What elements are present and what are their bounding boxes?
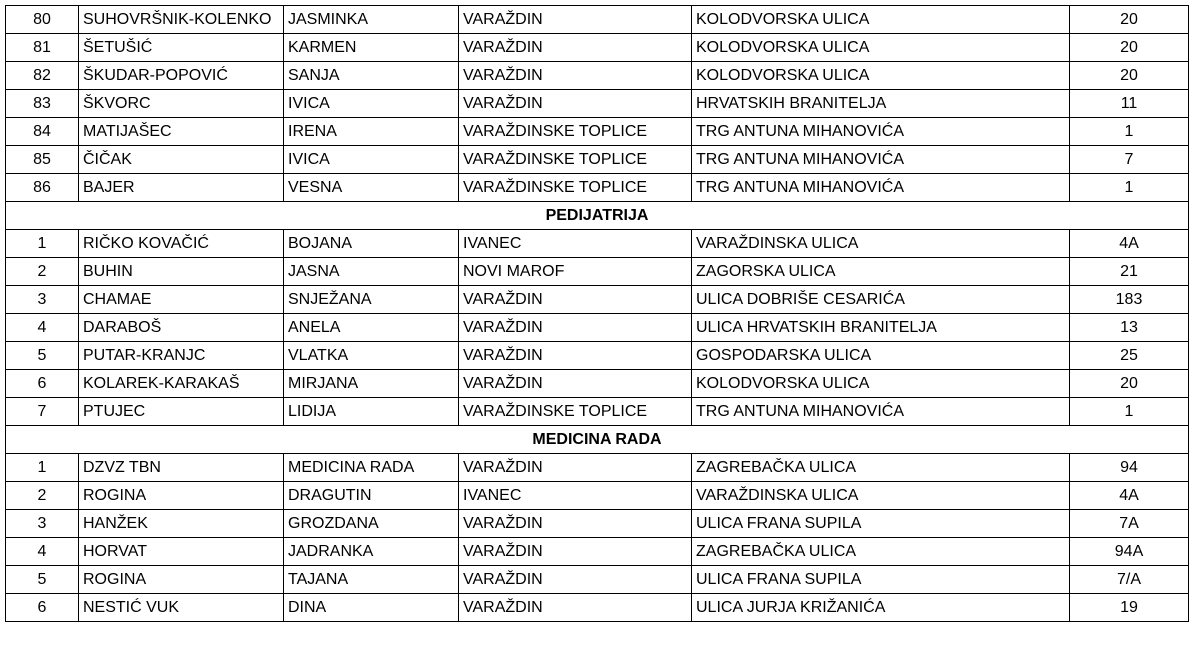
doctors-table (5, 5, 1189, 622)
row-number-cell: 3 (6, 286, 79, 314)
table-row (6, 90, 1189, 118)
city-cell: VARAŽDINSKE TOPLICE (459, 398, 692, 426)
street-cell: TRG ANTUNA MIHANOVIĆA (692, 146, 1070, 174)
row-number-cell: 6 (6, 370, 79, 398)
street-cell: ULICA DOBRIŠE CESARIĆA (692, 286, 1070, 314)
row-number-cell: 3 (6, 510, 79, 538)
table-row (6, 538, 1189, 566)
house-number-cell: 7/A (1070, 566, 1189, 594)
first-name-cell: KARMEN (284, 34, 459, 62)
table-row (6, 230, 1189, 258)
first-name-cell: TAJANA (284, 566, 459, 594)
street-cell: GOSPODARSKA ULICA (692, 342, 1070, 370)
city-cell: VARAŽDINSKE TOPLICE (459, 174, 692, 202)
surname-cell: BUHIN (79, 258, 284, 286)
city-cell: VARAŽDIN (459, 370, 692, 398)
house-number-cell: 11 (1070, 90, 1189, 118)
table-row (6, 174, 1189, 202)
surname-cell: ŠKVORC (79, 90, 284, 118)
table-row (6, 342, 1189, 370)
surname-cell: CHAMAE (79, 286, 284, 314)
row-number-cell: 84 (6, 118, 79, 146)
city-cell: IVANEC (459, 230, 692, 258)
street-cell: KOLODVORSKA ULICA (692, 62, 1070, 90)
first-name-cell: JASMINKA (284, 6, 459, 34)
first-name-cell: DRAGUTIN (284, 482, 459, 510)
city-cell: VARAŽDIN (459, 314, 692, 342)
table-row (6, 566, 1189, 594)
row-number-cell: 82 (6, 62, 79, 90)
first-name-cell: SNJEŽANA (284, 286, 459, 314)
city-cell: VARAŽDIN (459, 34, 692, 62)
surname-cell: HANŽEK (79, 510, 284, 538)
table-row (6, 510, 1189, 538)
table-row (6, 62, 1189, 90)
table-row (6, 286, 1189, 314)
city-cell: VARAŽDIN (459, 90, 692, 118)
row-number-cell: 80 (6, 6, 79, 34)
surname-cell: RIČKO KOVAČIĆ (79, 230, 284, 258)
street-cell: KOLODVORSKA ULICA (692, 34, 1070, 62)
house-number-cell: 183 (1070, 286, 1189, 314)
house-number-cell: 20 (1070, 34, 1189, 62)
street-cell: HRVATSKIH BRANITELJA (692, 90, 1070, 118)
first-name-cell: LIDIJA (284, 398, 459, 426)
row-number-cell: 4 (6, 314, 79, 342)
city-cell: VARAŽDINSKE TOPLICE (459, 146, 692, 174)
surname-cell: ŠETUŠIĆ (79, 34, 284, 62)
house-number-cell: 4A (1070, 230, 1189, 258)
city-cell: VARAŽDINSKE TOPLICE (459, 118, 692, 146)
first-name-cell: SANJA (284, 62, 459, 90)
first-name-cell: IVICA (284, 146, 459, 174)
street-cell: VARAŽDINSKA ULICA (692, 482, 1070, 510)
city-cell: NOVI MAROF (459, 258, 692, 286)
row-number-cell: 1 (6, 230, 79, 258)
house-number-cell: 7A (1070, 510, 1189, 538)
house-number-cell: 21 (1070, 258, 1189, 286)
first-name-cell: JASNA (284, 258, 459, 286)
surname-cell: BAJER (79, 174, 284, 202)
table-row (6, 6, 1189, 34)
table-row (6, 118, 1189, 146)
city-cell: VARAŽDIN (459, 566, 692, 594)
house-number-cell: 7 (1070, 146, 1189, 174)
table-row (6, 34, 1189, 62)
first-name-cell: DINA (284, 594, 459, 622)
street-cell: VARAŽDINSKA ULICA (692, 230, 1070, 258)
house-number-cell: 94A (1070, 538, 1189, 566)
house-number-cell: 1 (1070, 174, 1189, 202)
house-number-cell: 1 (1070, 118, 1189, 146)
surname-cell: SUHOVRŠNIK-KOLENKO (79, 6, 284, 34)
row-number-cell: 85 (6, 146, 79, 174)
first-name-cell: IVICA (284, 90, 459, 118)
street-cell: ZAGREBAČKA ULICA (692, 538, 1070, 566)
city-cell: VARAŽDIN (459, 594, 692, 622)
house-number-cell: 20 (1070, 6, 1189, 34)
table-body (6, 6, 1189, 622)
first-name-cell: GROZDANA (284, 510, 459, 538)
first-name-cell: MIRJANA (284, 370, 459, 398)
surname-cell: MATIJAŠEC (79, 118, 284, 146)
first-name-cell: BOJANA (284, 230, 459, 258)
table-row (6, 258, 1189, 286)
street-cell: ULICA HRVATSKIH BRANITELJA (692, 314, 1070, 342)
house-number-cell: 1 (1070, 398, 1189, 426)
city-cell: VARAŽDIN (459, 342, 692, 370)
city-cell: VARAŽDIN (459, 62, 692, 90)
table-row (6, 454, 1189, 482)
surname-cell: DZVZ TBN (79, 454, 284, 482)
first-name-cell: JADRANKA (284, 538, 459, 566)
street-cell: KOLODVORSKA ULICA (692, 6, 1070, 34)
first-name-cell: IRENA (284, 118, 459, 146)
surname-cell: NESTIĆ VUK (79, 594, 284, 622)
street-cell: ULICA JURJA KRIŽANIĆA (692, 594, 1070, 622)
row-number-cell: 81 (6, 34, 79, 62)
street-cell: ZAGREBAČKA ULICA (692, 454, 1070, 482)
street-cell: TRG ANTUNA MIHANOVIĆA (692, 118, 1070, 146)
surname-cell: ROGINA (79, 482, 284, 510)
row-number-cell: 83 (6, 90, 79, 118)
row-number-cell: 5 (6, 342, 79, 370)
surname-cell: PUTAR-KRANJC (79, 342, 284, 370)
first-name-cell: VESNA (284, 174, 459, 202)
city-cell: VARAŽDIN (459, 454, 692, 482)
table-row (6, 370, 1189, 398)
street-cell: ZAGORSKA ULICA (692, 258, 1070, 286)
table-row (6, 314, 1189, 342)
row-number-cell: 5 (6, 566, 79, 594)
row-number-cell: 2 (6, 482, 79, 510)
surname-cell: DARABOŠ (79, 314, 284, 342)
street-cell: ULICA FRANA SUPILA (692, 510, 1070, 538)
row-number-cell: 86 (6, 174, 79, 202)
row-number-cell: 1 (6, 454, 79, 482)
section-header-row (6, 202, 1189, 230)
city-cell: VARAŽDIN (459, 286, 692, 314)
house-number-cell: 20 (1070, 62, 1189, 90)
row-number-cell: 6 (6, 594, 79, 622)
table-row (6, 146, 1189, 174)
house-number-cell: 4A (1070, 482, 1189, 510)
house-number-cell: 25 (1070, 342, 1189, 370)
row-number-cell: 4 (6, 538, 79, 566)
surname-cell: KOLAREK-KARAKAŠ (79, 370, 284, 398)
street-cell: KOLODVORSKA ULICA (692, 370, 1070, 398)
street-cell: TRG ANTUNA MIHANOVIĆA (692, 174, 1070, 202)
row-number-cell: 2 (6, 258, 79, 286)
table-row (6, 482, 1189, 510)
city-cell: VARAŽDIN (459, 538, 692, 566)
table-row (6, 594, 1189, 622)
surname-cell: ČIČAK (79, 146, 284, 174)
surname-cell: PTUJEC (79, 398, 284, 426)
house-number-cell: 13 (1070, 314, 1189, 342)
house-number-cell: 19 (1070, 594, 1189, 622)
house-number-cell: 94 (1070, 454, 1189, 482)
city-cell: IVANEC (459, 482, 692, 510)
first-name-cell: VLATKA (284, 342, 459, 370)
street-cell: TRG ANTUNA MIHANOVIĆA (692, 398, 1070, 426)
house-number-cell: 20 (1070, 370, 1189, 398)
surname-cell: ROGINA (79, 566, 284, 594)
first-name-cell: ANELA (284, 314, 459, 342)
street-cell: ULICA FRANA SUPILA (692, 566, 1070, 594)
row-number-cell: 7 (6, 398, 79, 426)
section-header-row (6, 426, 1189, 454)
first-name-cell: MEDICINA RADA (284, 454, 459, 482)
city-cell: VARAŽDIN (459, 510, 692, 538)
section-title: PEDIJATRIJA (6, 202, 1189, 230)
section-title: MEDICINA RADA (6, 426, 1189, 454)
surname-cell: ŠKUDAR-POPOVIĆ (79, 62, 284, 90)
table-row (6, 398, 1189, 426)
surname-cell: HORVAT (79, 538, 284, 566)
city-cell: VARAŽDIN (459, 6, 692, 34)
